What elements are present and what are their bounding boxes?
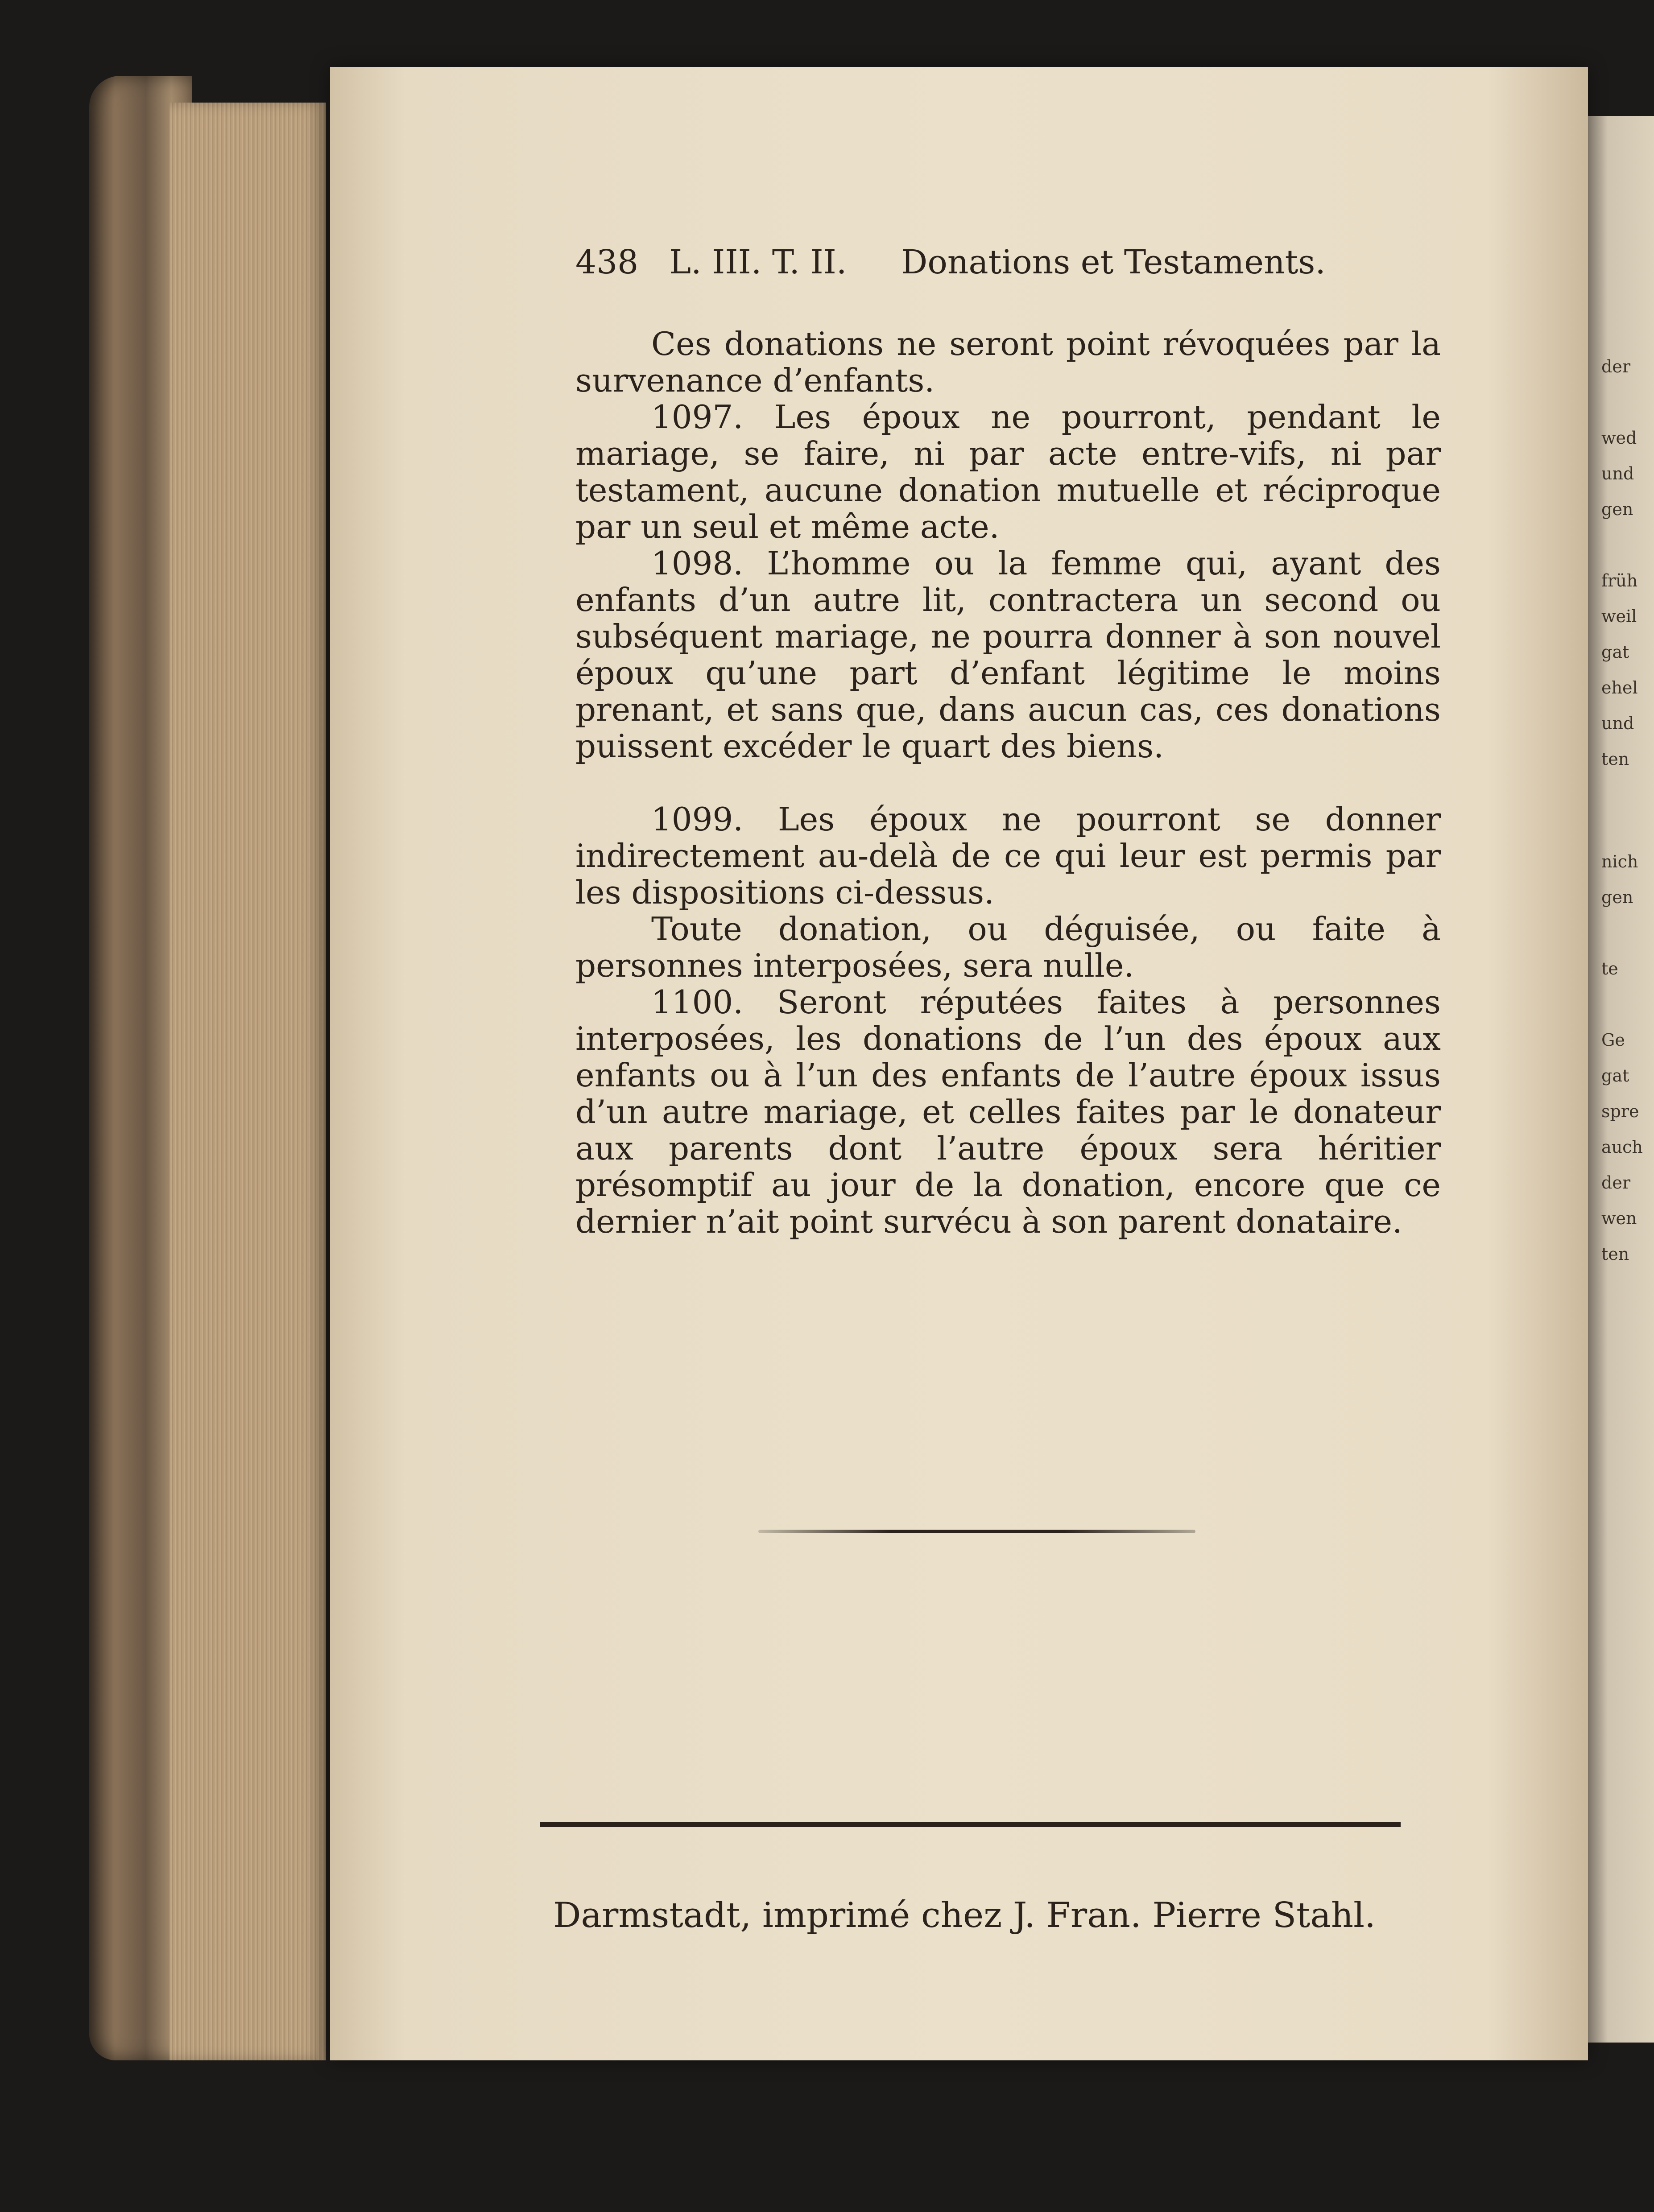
facing-page-fragment: gat xyxy=(1601,1066,1629,1085)
article-1099: 1099. Les époux ne pourront se donner indirectement au-delà de ce qui leur est permis par les dispositions ci-dessus. xyxy=(575,801,1441,911)
facing-page-fragment: ten xyxy=(1601,749,1629,769)
paragraph: Ces donations ne seront point révoquées par la survenance d’enfants. xyxy=(575,325,1441,399)
article-1098: 1098. L’homme ou la femme qui, ayant des enfants d’un autre lit, contractera un second ou subséquent mariage, ne pourra donner à son nouvel époux qu’une part d’enfant légitime le moins prenant, et sans que, dans aucun cas, ces donations puissent excéder le quart des biens. xyxy=(575,545,1441,765)
facing-page-fragment: spre xyxy=(1601,1102,1639,1121)
facing-page-fragment: gat xyxy=(1601,642,1629,662)
facing-page-edge xyxy=(1588,116,1654,2043)
facing-page-fragment: der xyxy=(1601,357,1630,376)
section-divider xyxy=(758,1530,1195,1533)
facing-page-fragment: nich xyxy=(1601,852,1638,871)
facing-page-fragment: und xyxy=(1601,714,1634,733)
body-text xyxy=(575,326,1441,1240)
facing-page-fragment: weil xyxy=(1601,607,1637,626)
page-edges xyxy=(170,103,326,2060)
paragraph: Toute donation, ou déguisée, ou faite à personnes interposées, sera nulle. xyxy=(575,910,1441,984)
facing-page-fragment: auch xyxy=(1601,1137,1643,1157)
facing-page-fragment: wen xyxy=(1601,1209,1637,1228)
facing-page-fragment: wed xyxy=(1601,428,1637,448)
printer-imprint: Darmstadt, imprimé chez J. Fran. Pierre Stahl. xyxy=(553,1895,1376,1936)
book-part-label: L. III. T. II. xyxy=(669,243,847,281)
facing-page-fragment: gen xyxy=(1601,887,1633,907)
facing-page-fragment: ehel xyxy=(1601,678,1638,697)
article-1097: 1097. Les époux ne pourront, pendant le mariage, se faire, ni par acte entre-vifs, ni par testament, aucune donation mutuelle et réciproque par un seul et même acte. xyxy=(575,398,1441,545)
facing-page-fragment: gen xyxy=(1601,499,1633,519)
facing-page-fragment: ten xyxy=(1601,1244,1629,1264)
facing-page-fragment: früh xyxy=(1601,571,1638,590)
article-1100: 1100. Seront réputées faites à personnes interposées, les donations de l’un des époux aux enfants ou à l’un des enfants de l’autre époux issus d’un autre mariage, et celles faites par le donateur aux parents dont l’autre époux sera héritier présomptif au jour de la donation, encore que ce dernier n’ait point survécu à son parent donataire. xyxy=(575,983,1441,1240)
imprint-rule-line xyxy=(540,1822,1401,1827)
running-title: Donations et Testaments. xyxy=(901,243,1326,281)
facing-page-fragment: und xyxy=(1601,464,1634,483)
running-header xyxy=(575,243,1432,281)
facing-page-fragment: der xyxy=(1601,1173,1630,1193)
facing-page-fragment: te xyxy=(1601,959,1618,978)
page-number: 438 xyxy=(575,243,639,281)
facing-page-fragment: Ge xyxy=(1601,1030,1625,1050)
